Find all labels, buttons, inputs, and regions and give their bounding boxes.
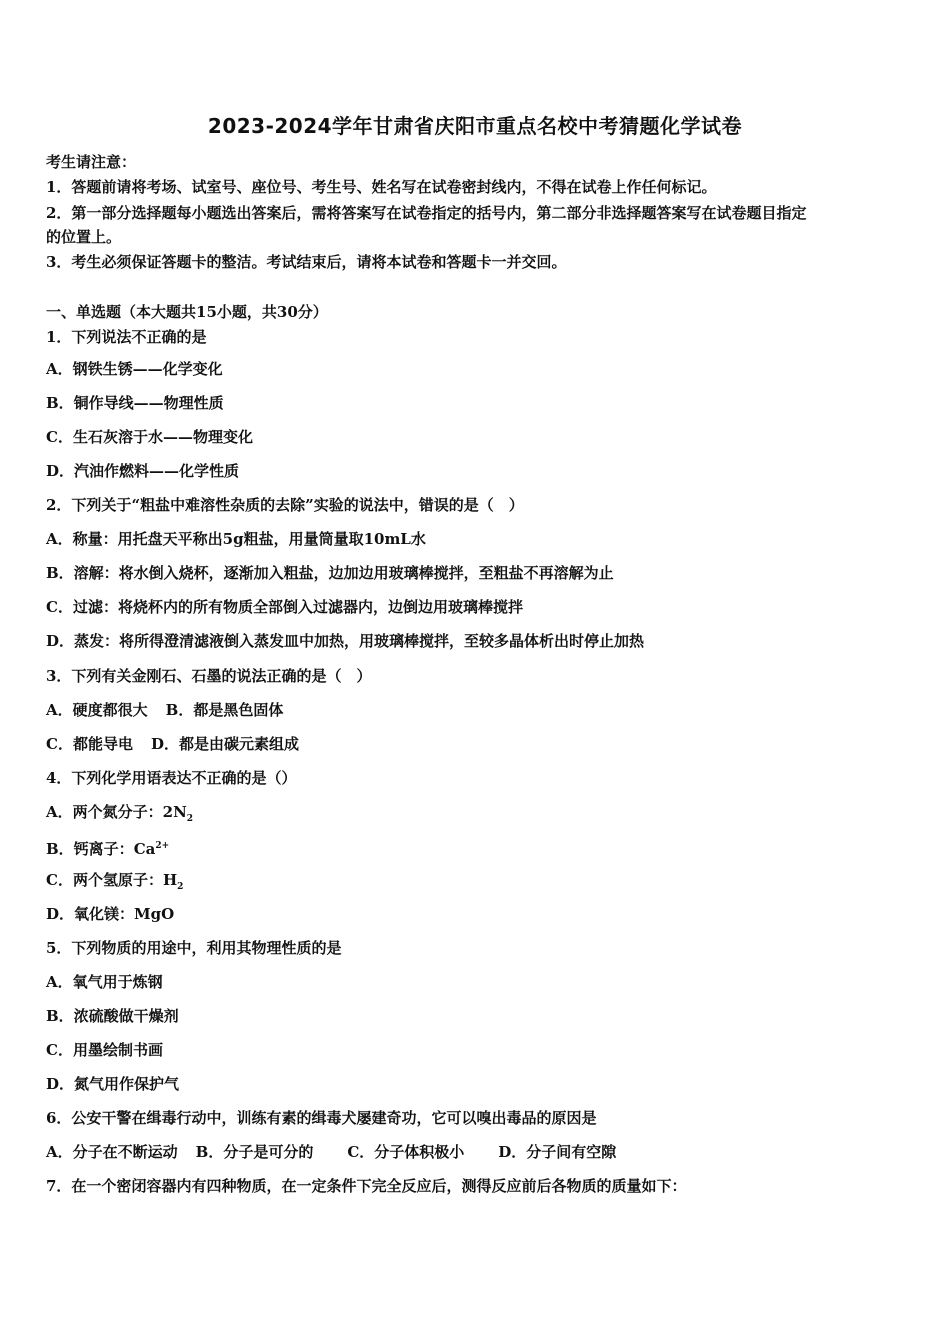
- question-5-option-d: D．氮气用作保护气: [46, 1075, 180, 1093]
- question-6-option-c: C．分子体积极小: [347, 1143, 465, 1161]
- question-6-stem: 6．公安干警在缉毒行动中，训练有素的缉毒犬屡建奇功，它可以嗅出毒品的原因是: [46, 1109, 597, 1127]
- notice-item: 3．考生必须保证答题卡的整洁。考试结束后，请将本试卷和答题卡一并交回。: [46, 253, 567, 271]
- question-4-option-b: [46, 836, 169, 859]
- question-4-option-a: [46, 802, 193, 829]
- question-3-option-c: C．都能导电: [46, 735, 133, 753]
- question-3-option-a: A．硬度都很大: [46, 701, 148, 719]
- notice-item: 2．第一部分选择题每小题选出答案后，需将答案写在试卷指定的括号内，第二部分非选择题答案写在试卷题目指定: [46, 204, 807, 222]
- question-3-option-d: D．都是由碳元素组成: [150, 735, 299, 753]
- formula: Ca: [133, 840, 156, 858]
- question-3-option-b: B．都是黑色固体: [165, 701, 284, 719]
- question-1-option-c: C．生石灰溶于水——物理变化: [46, 428, 253, 446]
- question-6-option-a: A．分子在不断运动: [46, 1143, 178, 1161]
- question-1-option-a: A．钢铁生锈——化学变化: [46, 360, 223, 378]
- section-heading: 一、单选题（本大题共15小题，共30分）: [46, 303, 328, 321]
- question-7-stem: 7．在一个密闭容器内有四种物质，在一定条件下完全反应后，测得反应前后各物质的质量如下：: [46, 1177, 687, 1195]
- question-6-option-d: D．分子间有空隙: [498, 1143, 617, 1161]
- option-label: C．两个氢原子：: [46, 871, 163, 889]
- question-5-option-c: C．用墨绘制书画: [46, 1041, 163, 1059]
- question-2-stem: 2．下列关于“粗盐中难溶性杂质的去除”实验的说法中，错误的是（ ）: [46, 496, 524, 514]
- question-1-option-d: D．汽油作燃料——化学性质: [46, 462, 240, 480]
- notice-item: 1．答题前请将考场、试室号、座位号、考生号、姓名写在试卷密封线内，不得在试卷上作任何标记。: [46, 178, 717, 196]
- option-label: A．两个氮分子：: [46, 803, 163, 821]
- question-3-stem: 3．下列有关金刚石、石墨的说法正确的是（ ）: [46, 667, 372, 685]
- page-title: 2023-2024学年甘肃省庆阳市重点名校中考猜题化学试卷: [207, 114, 743, 138]
- question-2-option-b: B．溶解：将水倒入烧杯，逐渐加入粗盐，边加边用玻璃棒搅拌，至粗盐不再溶解为止: [46, 564, 614, 582]
- option-label: D．氧化镁：: [46, 905, 135, 923]
- question-5-option-b: B．浓硫酸做干燥剂: [46, 1007, 179, 1025]
- question-3-options-row-1: [46, 700, 283, 720]
- notice-item: 的位置上。: [46, 228, 122, 246]
- question-4-stem: 4．下列化学用语表达不正确的是（）: [46, 769, 297, 787]
- question-5-option-a: A．氧气用于炼钢: [46, 973, 163, 991]
- question-6-option-b: B．分子是可分的: [195, 1143, 314, 1161]
- formula: MgO: [134, 905, 175, 923]
- option-label: B．钙离子：: [46, 840, 134, 858]
- formula-subscript: 2: [177, 882, 184, 892]
- question-1-stem: 1．下列说法不正确的是: [46, 328, 207, 346]
- question-1-option-b: B．铜作导线——物理性质: [46, 394, 224, 412]
- question-4-option-c: [46, 870, 183, 897]
- question-3-options-row-2: [46, 734, 299, 754]
- question-4-option-d: [46, 904, 174, 924]
- question-2-option-c: C．过滤：将烧杯内的所有物质全部倒入过滤器内，边倒边用玻璃棒搅拌: [46, 598, 523, 616]
- formula: H: [162, 871, 178, 889]
- notice-heading: 考生请注意：: [46, 153, 137, 171]
- question-6-options: [46, 1142, 616, 1162]
- question-2-option-d: D．蒸发：将所得澄清滤液倒入蒸发皿中加热，用玻璃棒搅拌，至较多晶体析出时停止加热: [46, 632, 645, 650]
- formula: 2N: [162, 803, 187, 821]
- question-2-option-a: A．称量：用托盘天平称出5g粗盐，用量筒量取10mL水: [46, 530, 426, 548]
- formula-subscript: 2: [186, 814, 194, 824]
- question-5-stem: 5．下列物质的用途中，利用其物理性质的是: [46, 939, 342, 957]
- formula-superscript: 2+: [155, 841, 170, 851]
